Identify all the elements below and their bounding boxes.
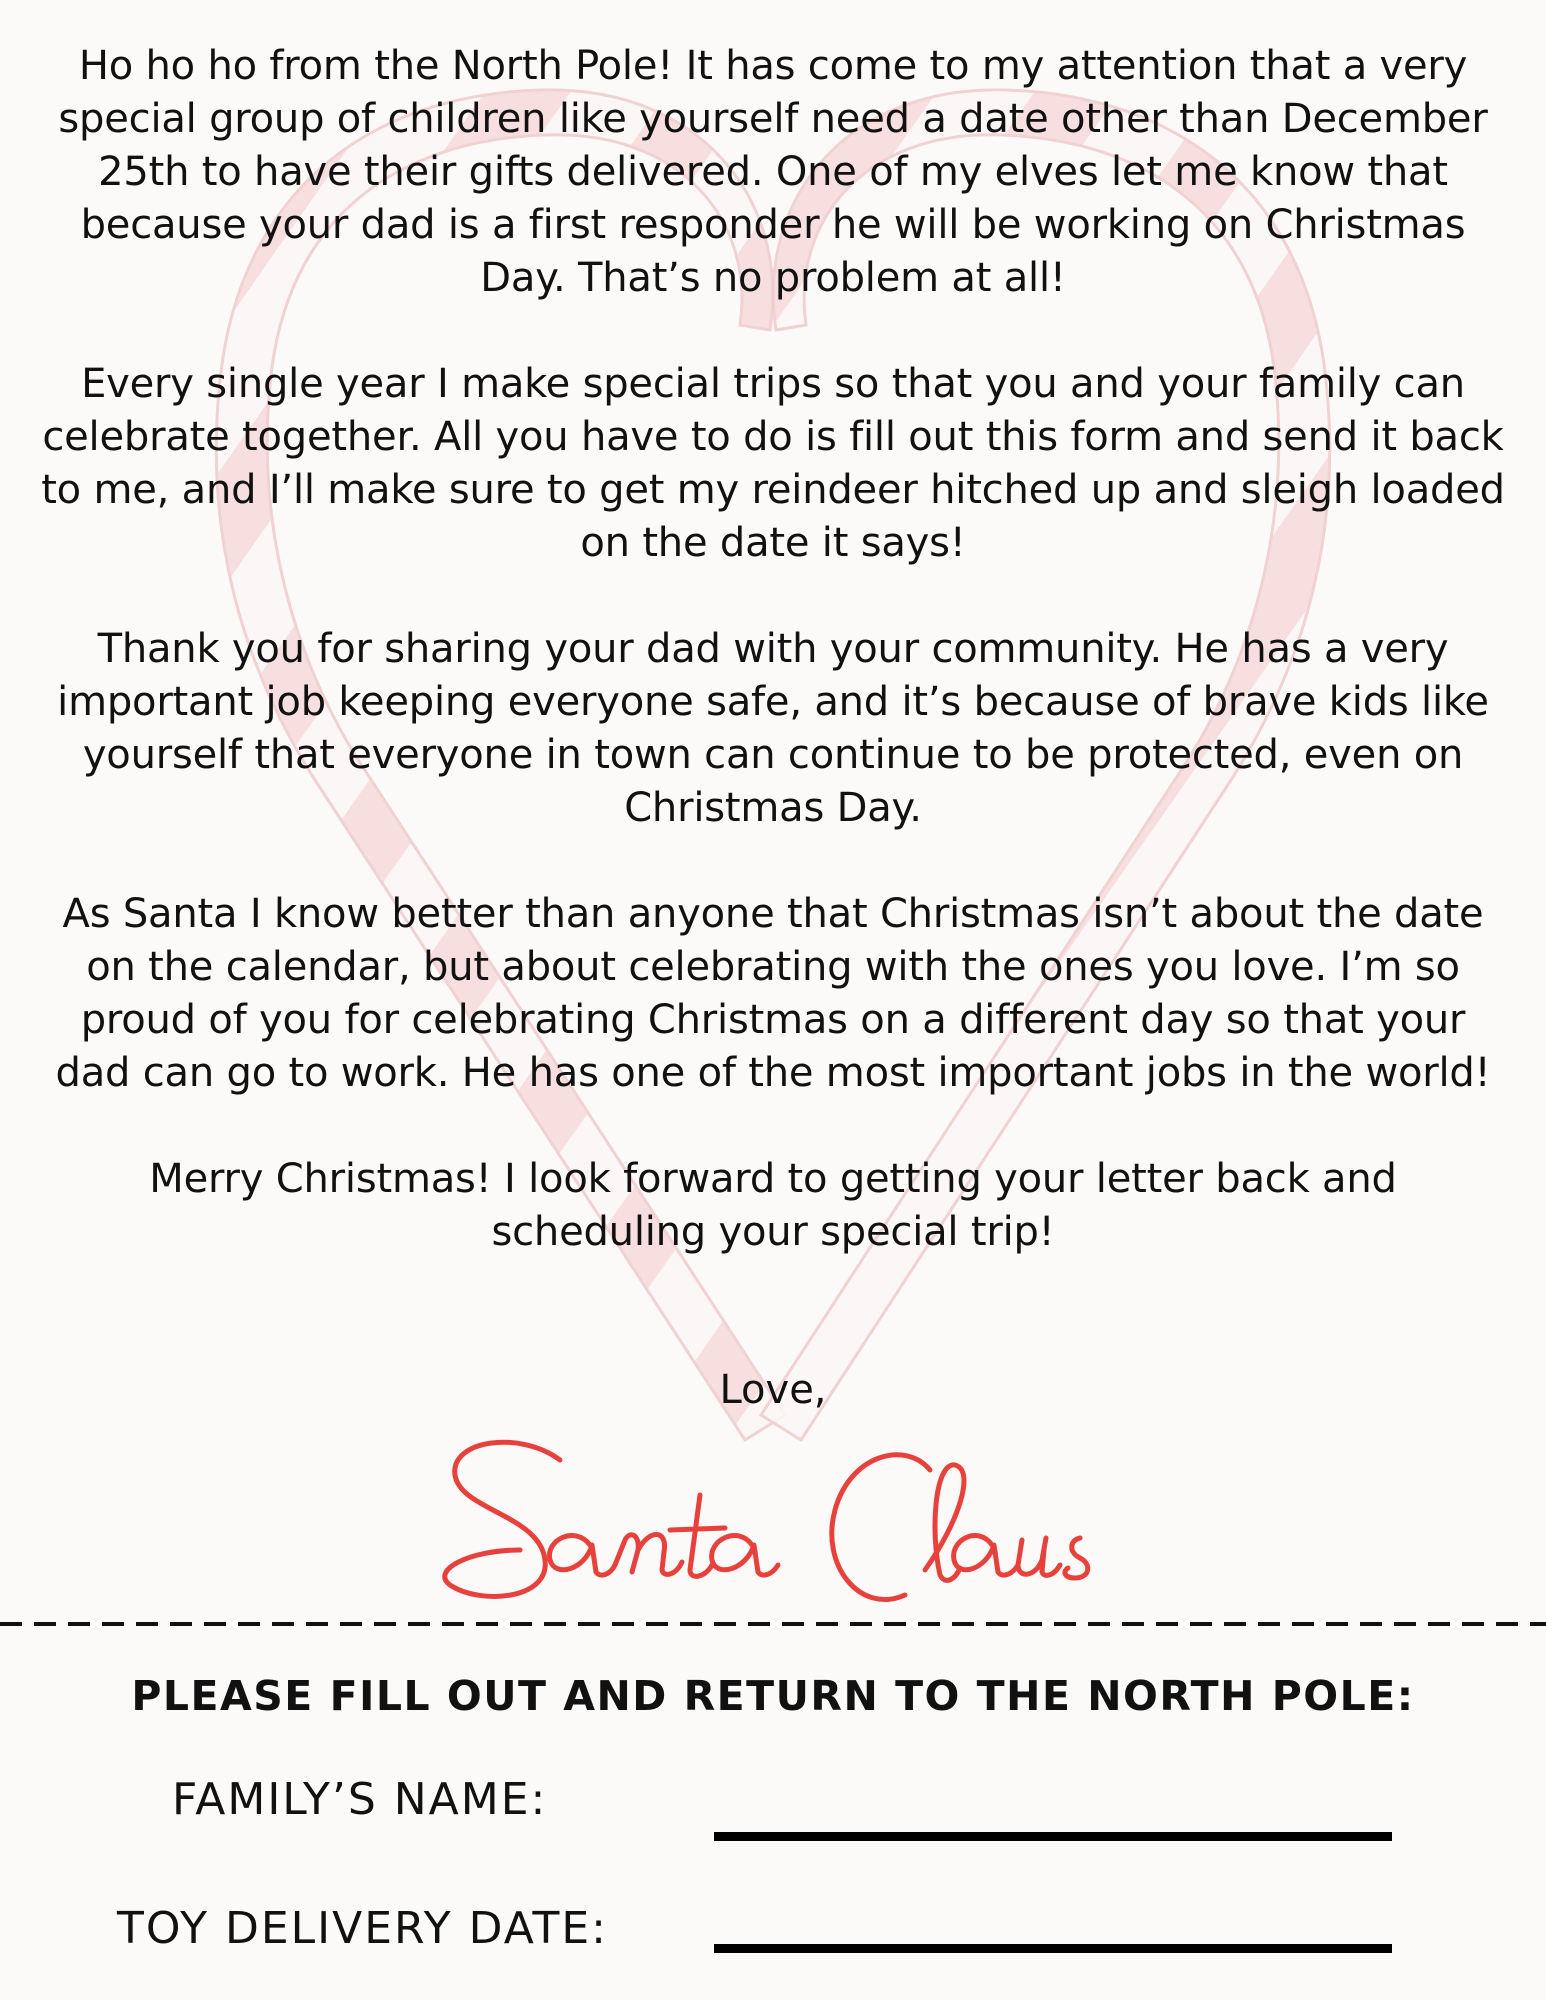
family-name-label: FAMILY’S NAME: — [172, 1774, 548, 1825]
letter-closing: Love, — [719, 1367, 827, 1413]
letter-paragraph-1: Ho ho ho from the North Pole! It has come to my attention that a very special group of children like yourself need a date other than December 25th to have their gifts delivered. One of my elves let me know that because your dad is a first responder he will be working on Christmas Day. That’s no problem at all! — [58, 43, 1488, 301]
cut-line-divider — [0, 1622, 1546, 1626]
toy-delivery-date-field[interactable] — [714, 1944, 1392, 1953]
letter-paragraph-4: As Santa I know better than anyone that Christmas isn’t about the date on the calendar, but about celebrating with the ones you love. I’m so proud of you for celebrating Christmas on a different day so that your dad can go to work. He has one of the most important jobs in the world! — [55, 891, 1491, 1096]
form-heading: PLEASE FILL OUT AND RETURN TO THE NORTH POLE: — [131, 1672, 1415, 1720]
letter-paragraph-5: Merry Christmas! I look forward to getting your letter back and scheduling your special trip! — [149, 1156, 1397, 1255]
letter-paragraph-2: Every single year I make special trips so that you and your family can celebrate together. All you have to do is fill out this form and send it back to me, and I’ll make sure to get my reindeer hitched up and sleigh loaded on the date it says! — [41, 361, 1505, 566]
letter-body — [40, 40, 1506, 1312]
letter-paragraph-3: Thank you for sharing your dad with your community. He has a very important job keeping everyone safe, and it’s because of brave kids like yourself that everyone in town can continue to be protected, even on Christmas Day. — [57, 626, 1489, 831]
santa-claus-signature — [0, 1400, 1546, 1620]
toy-delivery-date-label: TOY DELIVERY DATE: — [117, 1903, 608, 1954]
family-name-field[interactable] — [714, 1832, 1392, 1841]
